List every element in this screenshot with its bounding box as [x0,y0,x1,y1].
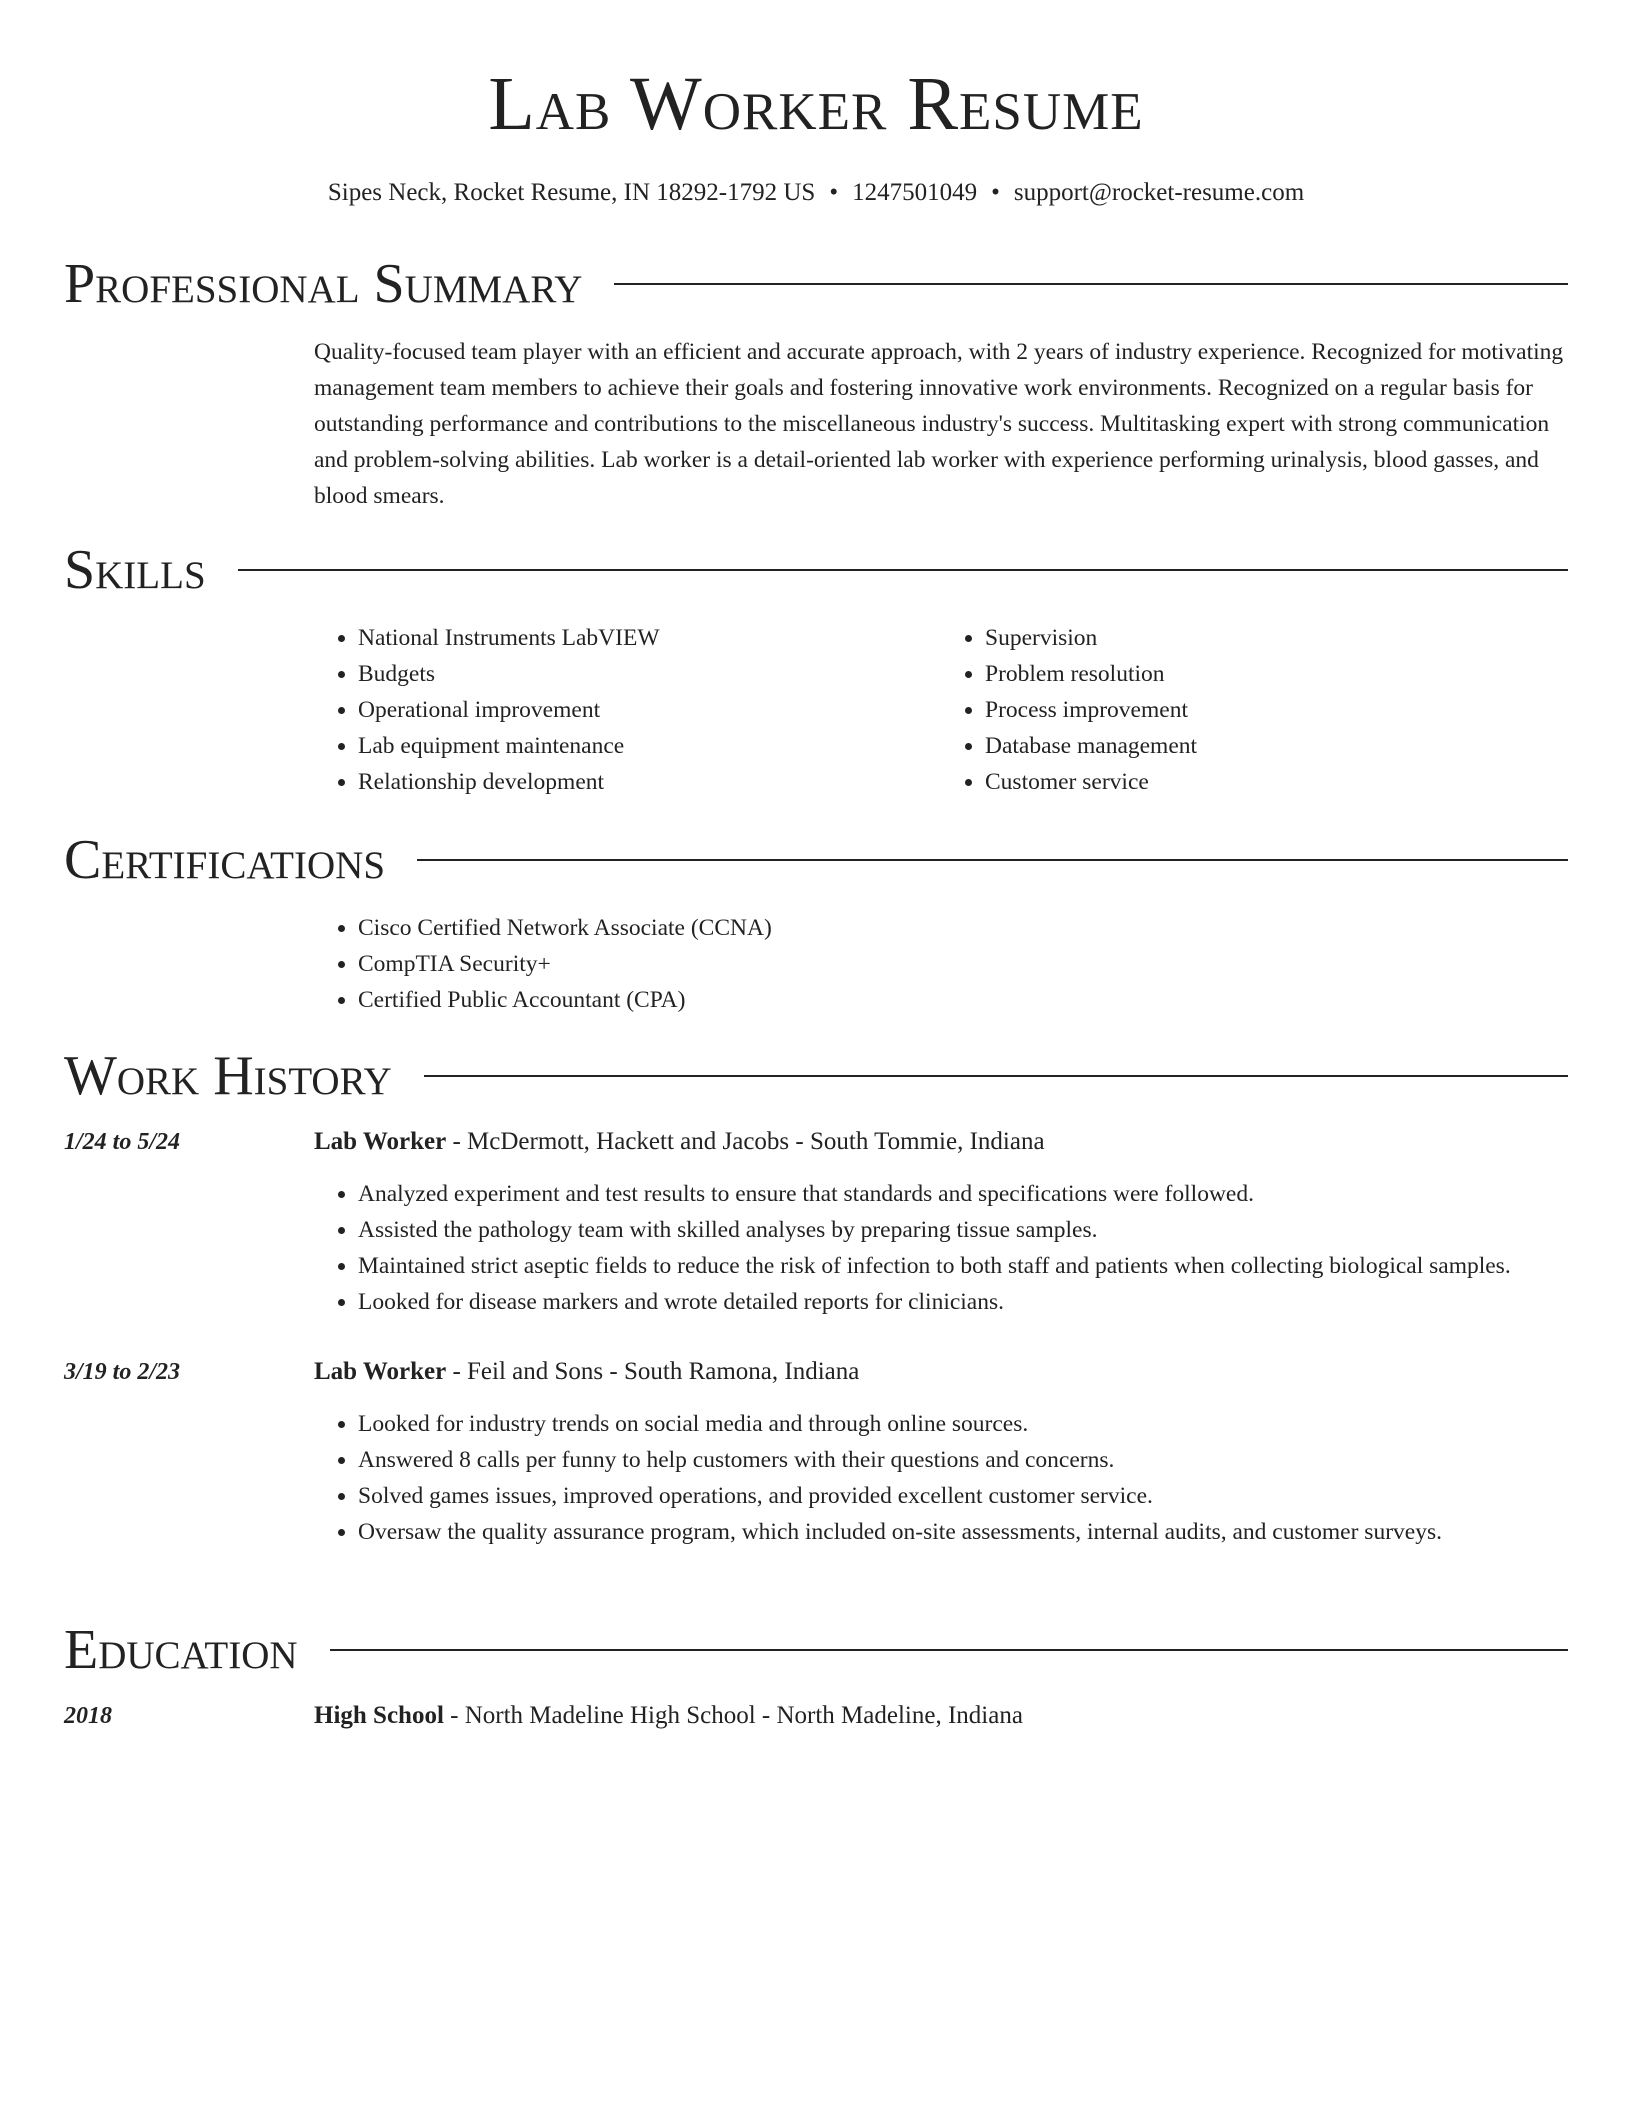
summary-header [64,252,1568,316]
job-duty: • Maintained strict aseptic fields to reduce the risk of infection to both staff and patients when collecting biological samples. [358,1248,1568,1284]
certification-item: • CompTIA Security+ [358,946,1568,982]
job-duty: • Looked for disease markers and wrote detailed reports for clinicians. [358,1284,1568,1320]
work-history-section [64,1044,1568,1550]
skill-item: • Operational improvement [358,692,941,728]
skill-item: • Customer service [985,764,1568,800]
certifications-section [64,828,1568,1018]
skills-header [64,538,1568,602]
education-school: - North Madeline High School - North Madeline, Indiana [443,1702,1023,1729]
work-history-header [64,1044,1568,1108]
job-duty: • Assisted the pathology team with skilled analyses by preparing tissue samples. [358,1212,1568,1248]
contact-separator: • [991,179,1000,206]
job-entry [64,1354,1568,1550]
summary-text: Quality-focused team player with an efficient and accurate approach, with 2 years of industry experience. Recognized for motivating management team members to achieve their goals and fostering innovative work environments. Recognized on a regular basis for outstanding performance and contributions to the miscellaneous industry's success. Multitasking expert with strong communication and problem-solving abilities. Lab worker is a detail-oriented lab worker with experience performing urinalysis, blood gasses, and blood smears. [314,339,1564,509]
job-duties-list [314,1176,1568,1320]
education-degree: High School [314,1702,444,1729]
section-divider [614,283,1568,285]
skill-item: • Supervision [985,620,1568,656]
skill-item: • Process improvement [985,692,1568,728]
skills-section [64,538,1568,800]
certification-item: • Certified Public Accountant (CPA) [358,982,1568,1018]
resume-title: Lab Worker Resume [488,62,1144,146]
education-line [314,1698,1568,1734]
certification-item: • Cisco Certified Network Associate (CCNA) [358,910,1568,946]
job-duties-list [314,1406,1568,1550]
skill-item: • National Instruments LabVIEW [358,620,941,656]
certifications-list [314,910,1568,1018]
section-divider [424,1075,1568,1077]
contact-separator: • [829,179,839,206]
summary-heading: Professional Summary [64,253,583,315]
contact-address: Sipes Neck, Rocket Resume, IN 18292-1792 US [327,179,816,206]
education-heading: Education [64,1619,298,1681]
job-duty: • Looked for industry trends on social media and through online sources. [358,1406,1568,1442]
job-duty: • Solved games issues, improved operations, and provided excellent customer service. [358,1478,1568,1514]
skill-item: • Budgets [358,656,941,692]
section-divider [330,1649,1568,1651]
education-year: 2018 [64,1703,112,1729]
skill-item: • Database management [985,728,1568,764]
job-entry [64,1124,1568,1320]
job-title-line [314,1354,1568,1390]
education-header [64,1618,1568,1682]
education-section [64,1618,1568,1734]
job-dates: 3/19 to 2/23 [64,1359,181,1385]
skill-item: • Lab equipment maintenance [358,728,941,764]
contact-line [0,176,1632,210]
job-duty: • Oversaw the quality assurance program, which included on-site assessments, internal audits, and customer surveys. [358,1514,1568,1550]
skill-item: • Relationship development [358,764,941,800]
certifications-heading: Certifications [64,829,386,891]
skills-heading: Skills [64,539,206,601]
summary-section [64,252,1568,514]
skills-list-left [314,620,941,800]
certifications-header [64,828,1568,892]
job-duty: • Answered 8 calls per funny to help customers with their questions and concerns. [358,1442,1568,1478]
work-history-heading: Work History [64,1045,392,1107]
contact-email: support@rocket-resume.com [1013,179,1305,206]
job-company: - Feil and Sons - South Ramona, Indiana [446,1358,860,1385]
skills-list-right [941,620,1568,800]
contact-phone: 1247501049 [852,179,978,206]
skills-columns [314,620,1568,800]
job-role: Lab Worker [314,1358,447,1385]
job-company: - McDermott, Hackett and Jacobs - South Tommie, Indiana [446,1128,1045,1155]
section-divider [417,859,1568,861]
job-duty: • Analyzed experiment and test results to ensure that standards and specifications were followed. [358,1176,1568,1212]
section-divider [238,569,1568,571]
skill-item: • Problem resolution [985,656,1568,692]
job-title-line [314,1124,1568,1160]
job-dates: 1/24 to 5/24 [64,1129,181,1155]
job-role: Lab Worker [314,1128,447,1155]
education-entry [64,1698,1568,1734]
